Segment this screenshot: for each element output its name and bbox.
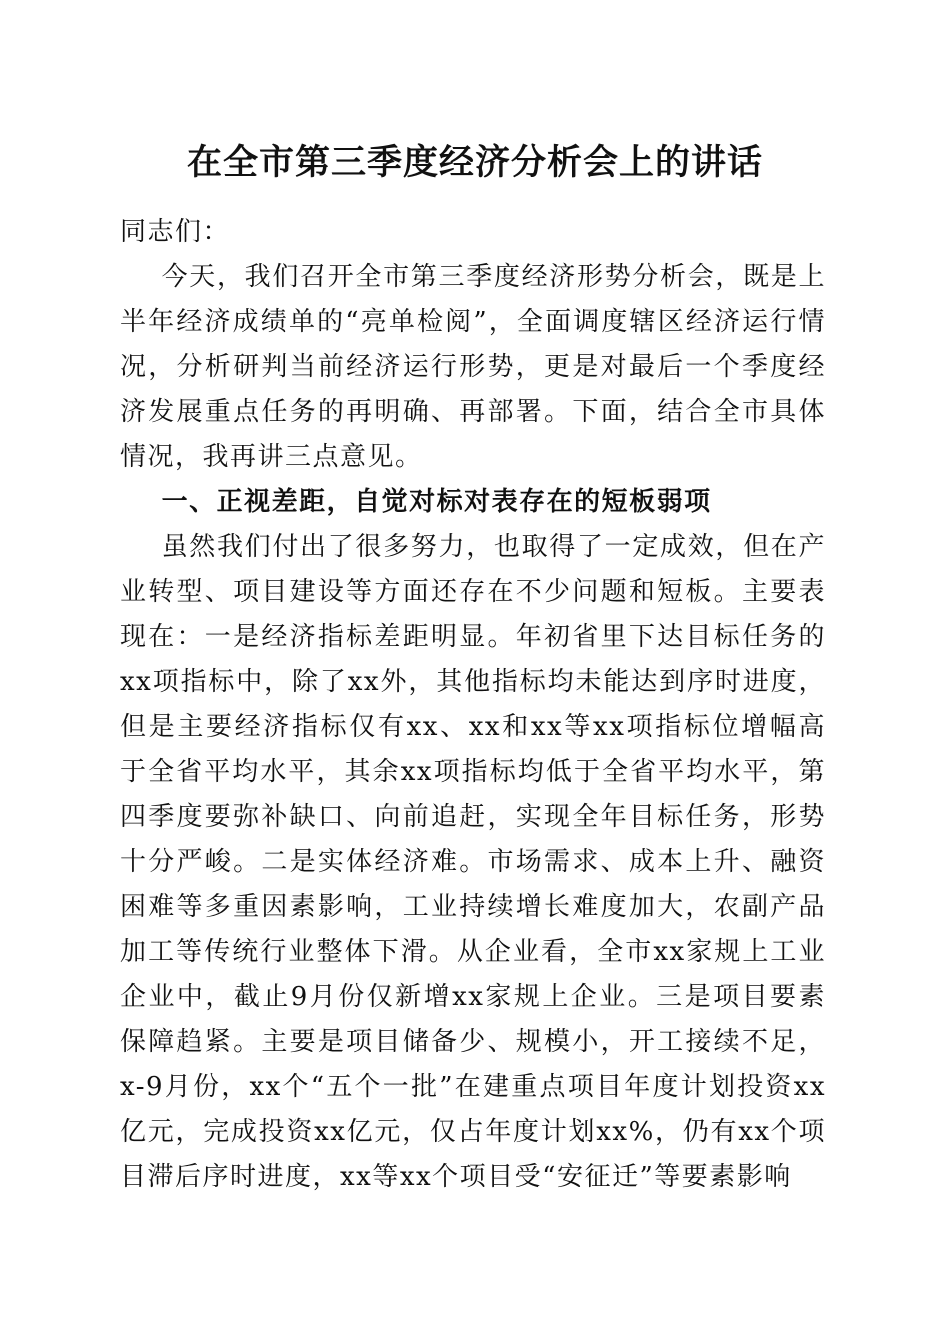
- intro-paragraph: 今天，我们召开全市第三季度经济形势分析会，既是上半年经济成绩单的“亮单检阅”，全面调度辖区经济运行情况，分析研判当前经济运行形势，更是对最后一个季度经济发展重点任务的再明确、再部署。下面，结合全市具体情况，我再讲三点意见。: [120, 262, 826, 472]
- document-body: [120, 210, 826, 1200]
- salutation: 同志们：: [120, 217, 231, 247]
- section-paragraph: 虽然我们付出了很多努力，也取得了一定成效，但在产业转型、项目建设等方面还存在不少问题和短板。主要表现在：一是经济指标差距明显。年初省里下达目标任务的xx项指标中，除了xx外，其他指标均未能达到序时进度，但是主要经济指标仅有xx、xx和xx等xx项指标位增幅高于全省平均水平，其余xx项指标均低于全省平均水平，第四季度要弥补缺口、向前追赶，实现全年目标任务，形势十分严峻。二是实体经济难。市场需求、成本上升、融资困难等多重因素影响，工业持续增长难度加大，农副产品加工等传统行业整体下滑。从企业看，全市xx家规上工业企业中，截止9月份仅新增xx家规上企业。三是项目要素保障趋紧。主要是项目储备少、规模小，开工接续不足，x-9月份，xx个“五个一批”在建重点项目年度计划投资xx亿元，完成投资xx亿元，仅占年度计划xx%，仍有xx个项目滞后序时进度，xx等xx个项目受“安征迁”等要素影响: [120, 532, 826, 1192]
- document-title: 在全市第三季度经济分析会上的讲话: [186, 142, 763, 183]
- section-heading: 一、正视差距，自觉对标对表存在的短板弱项: [161, 487, 712, 517]
